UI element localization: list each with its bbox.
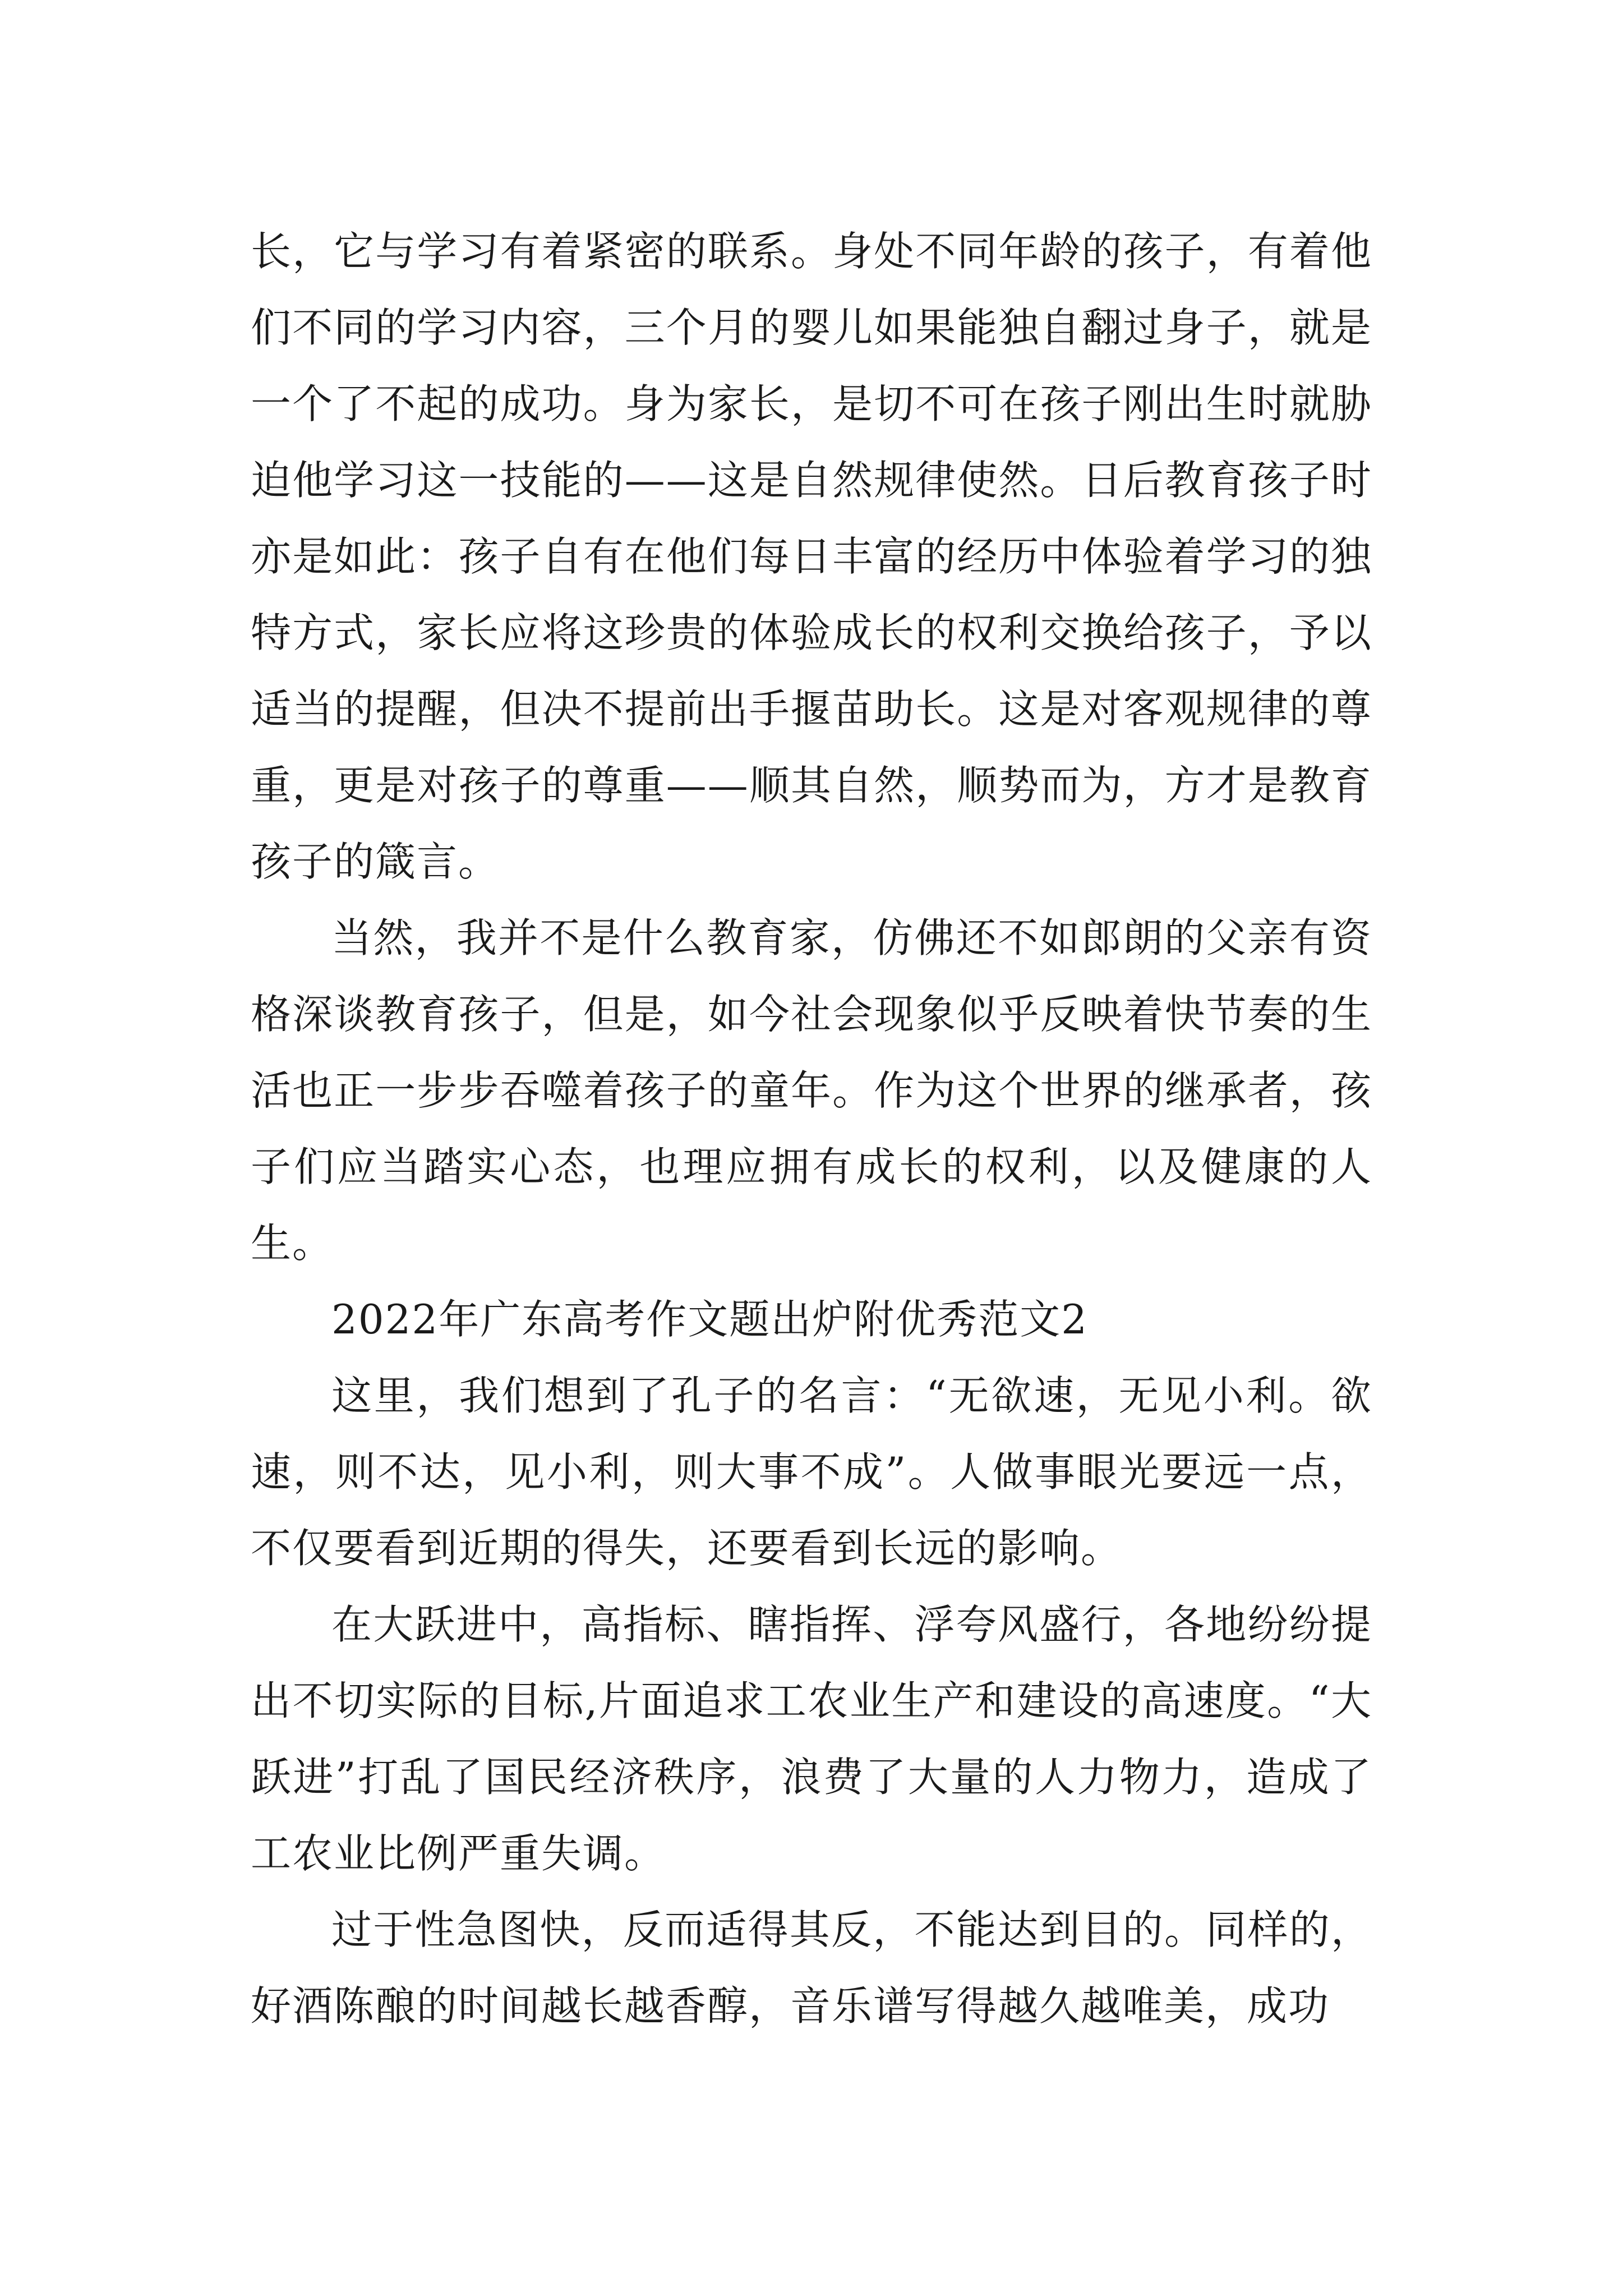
paragraph-continuation: 长，它与学习有着紧密的联系。身处不同年龄的孩子，有着他们不同的学习内容，三个月的婴儿如果能独自翻过身子，就是一个了不起的成功。身为家长，是切不可在孩子刚出生时就胁迫他学习这一技能的——这是自然规律使然。日后教育孩子时亦是如此：孩子自有在他们每日丰富的经历中体验着学习的独特方式，家长应将这珍贵的体验成长的权利交换给孩子，予以适当的提醒，但决不提前出手揠苗助长。这是对客观规律的尊重，更是对孩子的尊重——顺其自然，顺势而为，方才是教育孩子的箴言。 — [251, 228, 1372, 885]
paragraph-haste: 过于性急图快，反而适得其反，不能达到目的。同样的，好酒陈酿的时间越长越香醇，音乐谱写得越久越唯美，成功 — [251, 1906, 1372, 2030]
paragraph-education-reflection: 当然，我并不是什么教育家，仿佛还不如郎朗的父亲有资格深谈教育孩子，但是，如今社会现象似乎反映着快节奏的生活也正一步步吞噬着孩子的童年。作为这个世界的继承者，孩子们应当踏实心态，也理应拥有成长的权利，以及健康的人生。 — [251, 914, 1372, 1267]
paragraph-confucius-quote: 这里，我们想到了孔子的名言：“无欲速，无见小利。欲速，则不达，见小利，则大事不成”。人做事眼光要远一点，不仅要看到近期的得失，还要看到长远的影响。 — [251, 1372, 1372, 1572]
document-body — [251, 213, 1372, 2044]
paragraph-great-leap: 在大跃进中，高指标、瞎指挥、浮夸风盛行，各地纷纷提出不切实际的目标,片面追求工农业生产和建设的高速度。“大跃进”打乱了国民经济秩序，浪费了大量的人力物力，造成了工农业比例严重失调。 — [251, 1601, 1372, 1877]
essay-title: 2022年广东高考作文题出炉附优秀范文2 — [331, 1296, 1089, 1343]
